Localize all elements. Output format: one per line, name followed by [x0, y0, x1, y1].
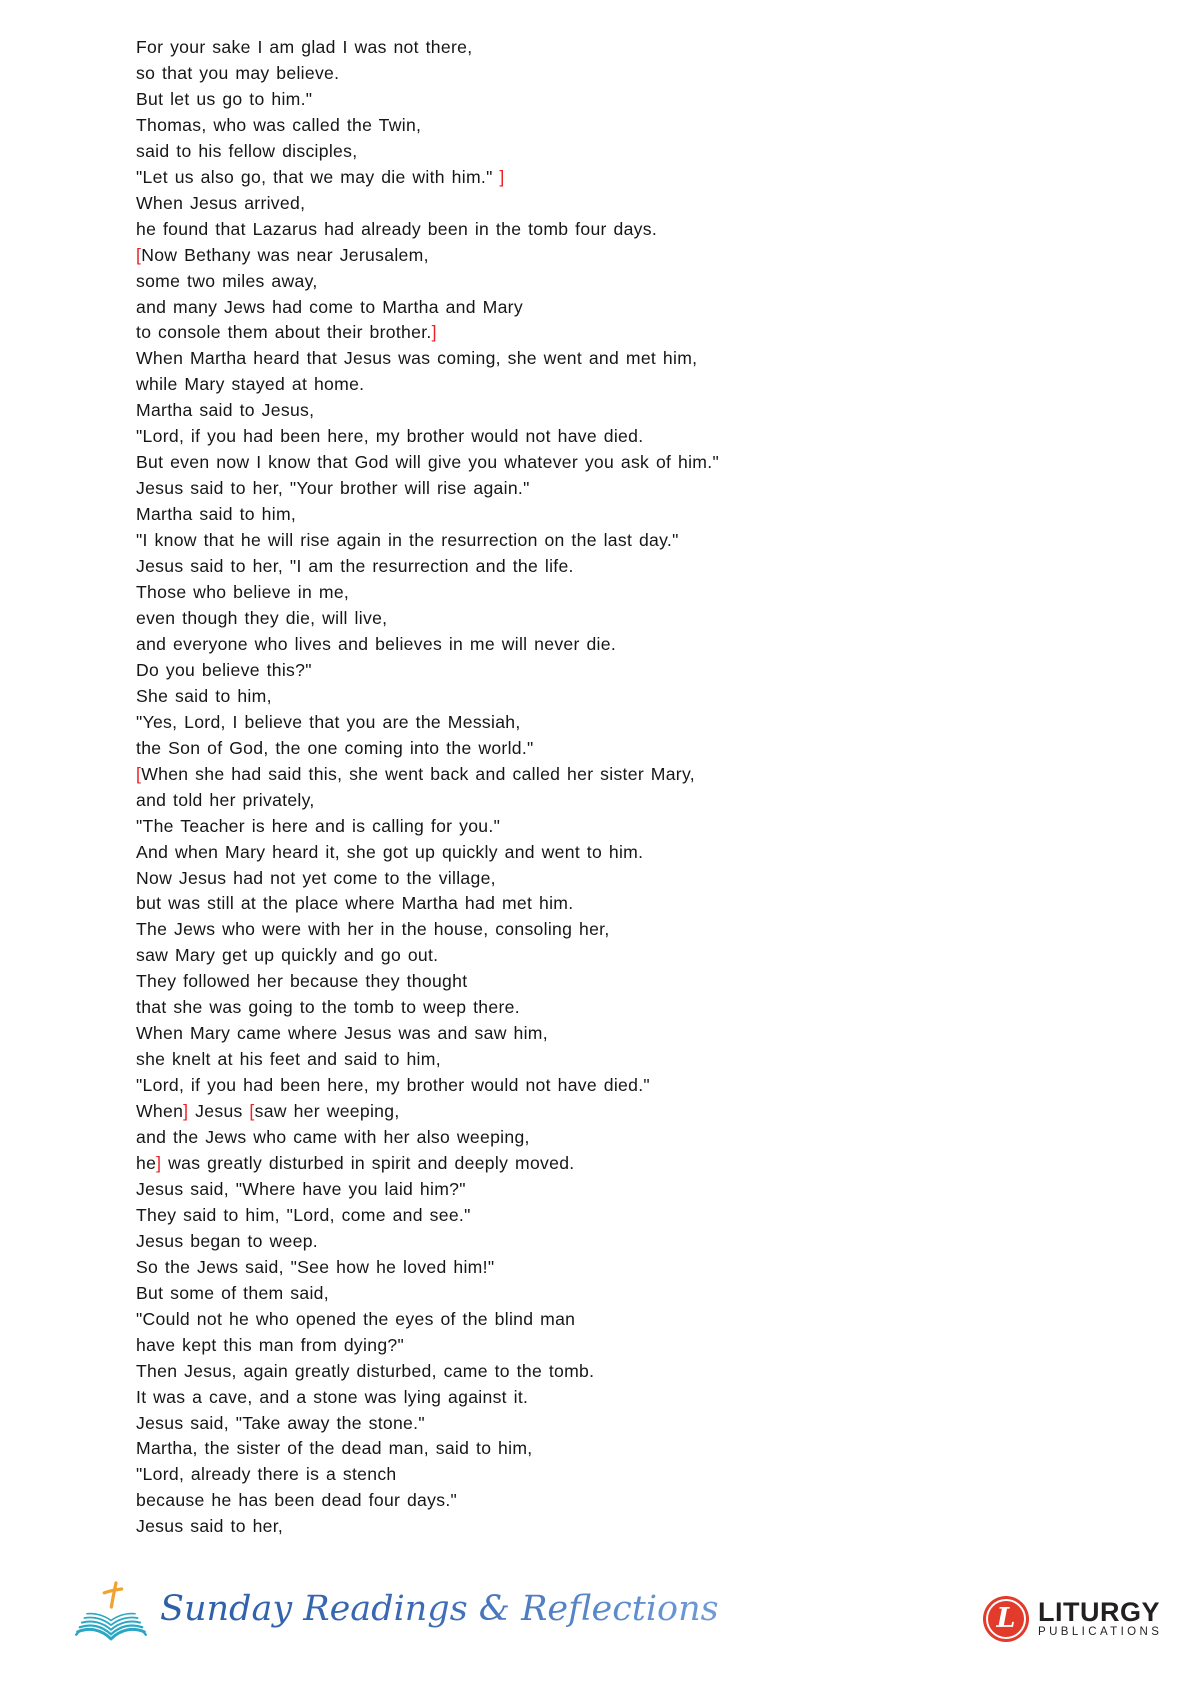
reading-line-text: "Yes, Lord, I believe that you are the Messiah, — [136, 711, 521, 732]
reading-line — [136, 1125, 1116, 1151]
reading-line — [136, 736, 1116, 762]
reading-line — [136, 866, 1116, 892]
reading-line — [136, 943, 1116, 969]
reading-line — [136, 1385, 1116, 1411]
reading-line-text: saw her weeping, — [254, 1101, 400, 1122]
reading-line-text: Do you believe this?" — [136, 659, 312, 680]
reading-line — [136, 269, 1116, 295]
reading-line-text: But let us go to him." — [136, 88, 313, 109]
reading-line-text: So the Jews said, "See how he loved him!" — [136, 1256, 495, 1277]
reading-line-text: But some of them said, — [136, 1282, 329, 1303]
reading-line-text: When Martha heard that Jesus was coming, she went and met him, — [136, 348, 698, 369]
reading-line-text: he found that Lazarus had already been in the tomb four days. — [136, 218, 658, 239]
reading-line — [136, 1073, 1116, 1099]
reading-line — [136, 1021, 1116, 1047]
reading-line-text: Jesus began to weep. — [136, 1230, 318, 1251]
reading-line-text: Now Jesus had not yet come to the village, — [136, 867, 496, 888]
red-bracket: ] — [431, 322, 437, 343]
reading-line-text: so that you may believe. — [136, 62, 340, 83]
reading-line-text: the Son of God, the one coming into the world." — [136, 737, 534, 758]
reading-line-text: Thomas, who was called the Twin, — [136, 114, 422, 135]
reading-line-text: Jesus — [188, 1101, 250, 1122]
reading-text — [136, 35, 1116, 1540]
red-bracket: ] — [499, 166, 505, 187]
reading-line-text: But even now I know that God will give you whatever you ask of him." — [136, 452, 719, 473]
reading-line-text: "Lord, if you had been here, my brother would not have died." — [136, 1075, 650, 1096]
reading-line-text: And when Mary heard it, she got up quickly and went to him. — [136, 841, 644, 862]
reading-line-text: while Mary stayed at home. — [136, 374, 365, 395]
reading-line-text: When she had said this, she went back and called her sister Mary, — [141, 763, 695, 784]
reading-line — [136, 1359, 1116, 1385]
reading-line-text: For your sake I am glad I was not there, — [136, 37, 473, 57]
reading-line — [136, 710, 1116, 736]
reading-line — [136, 1307, 1116, 1333]
reading-line — [136, 1514, 1116, 1540]
reading-line-text: she knelt at his feet and said to him, — [136, 1049, 441, 1070]
reading-line-text: but was still at the place where Martha had met him. — [136, 893, 574, 914]
reading-line-text: Those who believe in me, — [136, 582, 350, 603]
reading-line — [136, 61, 1116, 87]
reading-line — [136, 113, 1116, 139]
reading-line-text: have kept this man from dying?" — [136, 1334, 405, 1355]
reading-line-text: Jesus said, "Take away the stone." — [136, 1412, 425, 1433]
reading-line-text: Jesus said to her, "I am the resurrection and the life. — [136, 556, 574, 577]
reading-line — [136, 762, 1116, 788]
reading-line-text: They followed her because they thought — [136, 971, 468, 992]
reading-line-text: he — [136, 1152, 157, 1173]
reading-line — [136, 1229, 1116, 1255]
reading-line — [136, 372, 1116, 398]
reading-line-text: Martha said to him, — [136, 504, 297, 525]
reading-line — [136, 632, 1116, 658]
brand-logo — [72, 1576, 719, 1648]
reading-line — [136, 295, 1116, 321]
reading-line-text: said to his fellow disciples, — [136, 140, 358, 161]
open-book-with-cross-icon — [72, 1576, 150, 1648]
reading-line-text: to console them about their brother. — [136, 322, 432, 343]
reading-line-text: Jesus said to her, "Your brother will rise again." — [136, 478, 530, 499]
reading-line-text: When Jesus arrived, — [136, 192, 306, 213]
reading-line — [136, 1255, 1116, 1281]
reading-line-text: that she was going to the tomb to weep there. — [136, 997, 520, 1018]
reading-line-text: Now Bethany was near Jerusalem, — [141, 244, 429, 265]
reading-line — [136, 554, 1116, 580]
reading-line — [136, 398, 1116, 424]
reading-line — [136, 580, 1116, 606]
reading-line — [136, 814, 1116, 840]
reading-line — [136, 1099, 1116, 1125]
reading-line — [136, 502, 1116, 528]
reading-line — [136, 87, 1116, 113]
reading-line — [136, 139, 1116, 165]
reading-line — [136, 1281, 1116, 1307]
reading-line — [136, 191, 1116, 217]
reading-line-text: "Could not he who opened the eyes of the blind man — [136, 1308, 576, 1329]
reading-line — [136, 424, 1116, 450]
reading-line-text: and everyone who lives and believes in me will never die. — [136, 633, 617, 654]
monogram-letter: L — [996, 1602, 1016, 1634]
reading-line — [136, 243, 1116, 269]
reading-line-text: some two miles away, — [136, 270, 318, 291]
red-bracket: ] — [183, 1101, 189, 1122]
reading-line-text: even though they die, will live, — [136, 607, 388, 628]
reading-line — [136, 476, 1116, 502]
reading-line — [136, 1203, 1116, 1229]
publisher-name-line2: PUBLICATIONS — [1038, 1626, 1163, 1638]
reading-line-text: was greatly disturbed in spirit and deeply moved. — [161, 1152, 575, 1173]
reading-line-text: They said to him, "Lord, come and see." — [136, 1204, 471, 1225]
reading-line — [136, 684, 1116, 710]
reading-line-text: saw Mary get up quickly and go out. — [136, 945, 439, 966]
reading-line-text: Martha said to Jesus, — [136, 400, 315, 421]
reading-line — [136, 891, 1116, 917]
reading-line-text: Then Jesus, again greatly disturbed, came to the tomb. — [136, 1360, 595, 1381]
red-bracket: [ — [249, 1101, 255, 1122]
reading-line — [136, 788, 1116, 814]
reading-line-text: "Let us also go, that we may die with him." — [136, 166, 500, 187]
reading-line — [136, 1047, 1116, 1073]
reading-line-text: and told her privately, — [136, 789, 315, 810]
reading-line — [136, 1177, 1116, 1203]
liturgy-monogram-badge-icon — [983, 1596, 1029, 1642]
reading-line-text: and many Jews had come to Martha and Mary — [136, 296, 523, 317]
reading-line-text: Martha, the sister of the dead man, said to him, — [136, 1438, 533, 1459]
reading-line-text: It was a cave, and a stone was lying against it. — [136, 1386, 529, 1407]
red-bracket: ] — [156, 1152, 162, 1173]
reading-line — [136, 450, 1116, 476]
reading-line-text: "Lord, if you had been here, my brother would not have died. — [136, 426, 644, 447]
reading-line — [136, 840, 1116, 866]
publisher-name-line1: LITURGY — [1038, 1597, 1160, 1627]
reading-line-text: When — [136, 1101, 184, 1122]
reading-line — [136, 1151, 1116, 1177]
brand-name: Sunday Readings & Reflections — [160, 1589, 719, 1635]
reading-line — [136, 995, 1116, 1021]
reading-line — [136, 35, 1116, 61]
reading-line — [136, 1411, 1116, 1437]
reading-line — [136, 917, 1116, 943]
reading-line — [136, 320, 1116, 346]
reading-line-text: The Jews who were with her in the house, consoling her, — [136, 919, 610, 940]
reading-line — [136, 528, 1116, 554]
reading-line — [136, 658, 1116, 684]
reading-line — [136, 217, 1116, 243]
reading-line — [136, 1436, 1116, 1462]
reading-line-text: Jesus said to her, — [136, 1516, 284, 1537]
reading-line — [136, 606, 1116, 632]
reading-line-text: "The Teacher is here and is calling for you." — [136, 815, 501, 836]
reading-line-text: Jesus said, "Where have you laid him?" — [136, 1178, 466, 1199]
reading-line-text: When Mary came where Jesus was and saw him, — [136, 1023, 548, 1044]
reading-line-text: "Lord, already there is a stench — [136, 1464, 397, 1485]
publisher-logo — [983, 1596, 1162, 1642]
reading-line — [136, 346, 1116, 372]
red-bracket: [ — [136, 244, 142, 265]
reading-line — [136, 1462, 1116, 1488]
reading-line — [136, 165, 1116, 191]
reading-line-text: and the Jews who came with her also weeping, — [136, 1127, 530, 1148]
reading-line-text: She said to him, — [136, 685, 272, 706]
publisher-name — [1038, 1599, 1162, 1639]
reading-line-text: "I know that he will rise again in the resurrection on the last day." — [136, 530, 679, 551]
reading-line — [136, 1488, 1116, 1514]
reading-line-text: because he has been dead four days." — [136, 1490, 458, 1511]
page-footer — [0, 1572, 1191, 1662]
reading-line — [136, 1333, 1116, 1359]
red-bracket: [ — [136, 763, 142, 784]
reading-line — [136, 969, 1116, 995]
